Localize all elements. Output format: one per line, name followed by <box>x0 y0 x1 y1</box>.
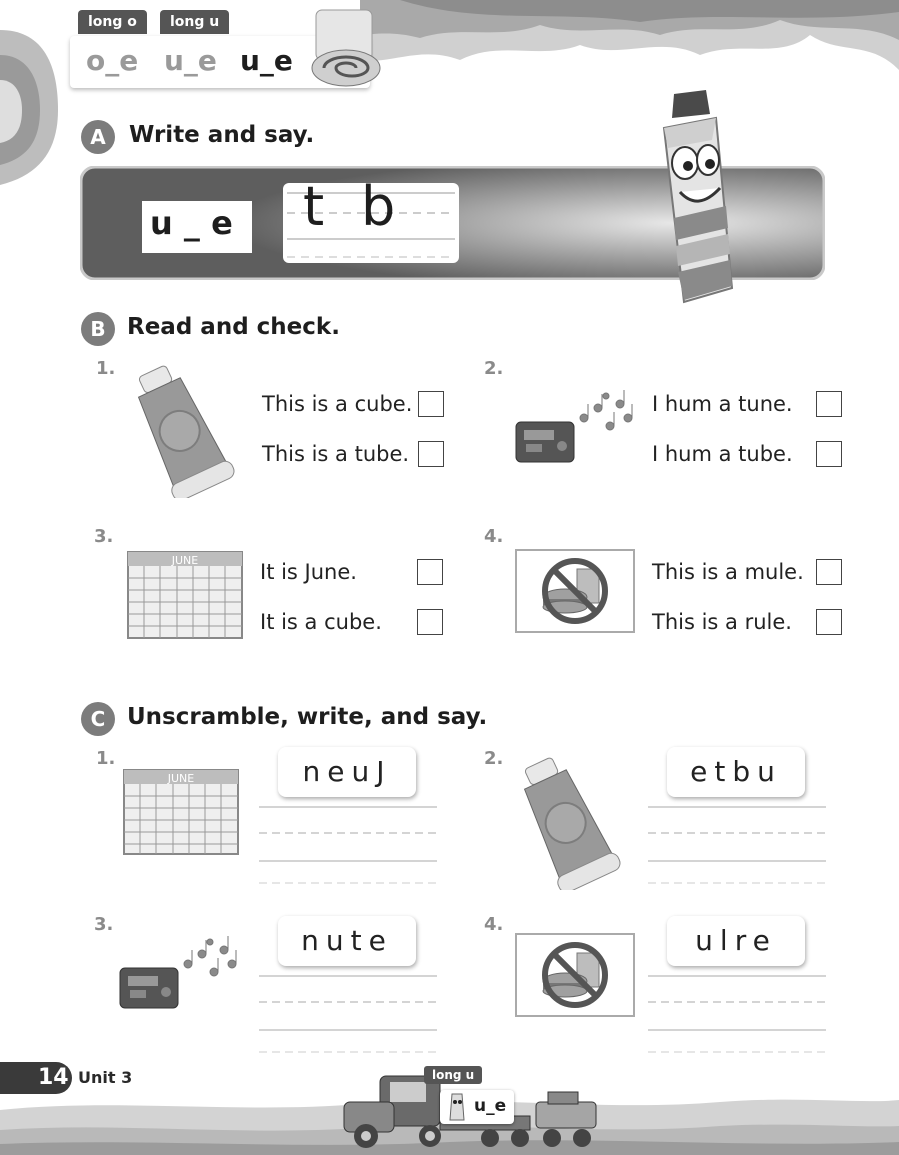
c-item-4-writing-lines[interactable] <box>648 974 826 1054</box>
tube-icon <box>126 358 246 498</box>
no-food-sign-icon <box>515 933 635 1017</box>
trace-writing-box[interactable] <box>283 175 459 263</box>
c-item-3-writing-lines[interactable] <box>259 974 437 1054</box>
truck-sign-text: u_e <box>474 1096 507 1116</box>
scroll-roll-icon <box>308 4 384 94</box>
b-item-4-sentence-1: This is a mule. <box>652 560 804 584</box>
b-item-1-sentence-2: This is a tube. <box>262 442 410 466</box>
crayon-mascot-icon <box>630 88 740 318</box>
radio-music-icon <box>116 930 246 1016</box>
rainbow-corner-decoration <box>0 0 70 190</box>
c-item-4-scrambled-word: ulre <box>667 916 805 966</box>
page-number-tab <box>0 1062 72 1094</box>
b-item-3-sentence-1: It is June. <box>260 560 357 584</box>
b-item-4-checkbox-2[interactable] <box>816 609 842 635</box>
banner-pattern-u-e-light: u_e <box>164 44 217 77</box>
truck-sign <box>440 1090 514 1124</box>
b-item-3-sentence-2: It is a cube. <box>260 610 382 634</box>
banner-pattern-u-e: u_e <box>240 44 293 77</box>
tab-long-o: long o <box>78 10 147 34</box>
unit-label: Unit 3 <box>78 1068 133 1087</box>
b-item-2-checkbox-1[interactable] <box>816 391 842 417</box>
calendar-month-label: JUNE <box>171 554 199 567</box>
c-item-1-writing-lines[interactable] <box>259 805 437 885</box>
section-c-title: Unscramble, write, and say. <box>127 704 488 730</box>
b-item-1-checkbox-1[interactable] <box>418 391 444 417</box>
b-item-2-sentence-2: I hum a tube. <box>652 442 793 466</box>
mini-crayon-icon <box>446 1092 468 1122</box>
c-item-2-writing-lines[interactable] <box>648 805 826 885</box>
b-item-1-sentence-1: This is a cube. <box>262 392 413 416</box>
section-b-title: Read and check. <box>127 314 340 340</box>
b-item-4-sentence-2: This is a rule. <box>652 610 792 634</box>
phonics-pattern-card <box>142 201 252 253</box>
phonics-pattern-text: u _ e <box>150 204 233 242</box>
b-item-3-checkbox-2[interactable] <box>417 609 443 635</box>
no-food-sign-icon <box>515 549 635 633</box>
truck-tag: long u <box>424 1066 482 1084</box>
b-item-3-number: 3. <box>94 526 114 547</box>
calendar-icon <box>122 768 240 856</box>
radio-music-icon <box>512 384 642 470</box>
c-item-1-scrambled-word: neuJ <box>278 747 416 797</box>
section-a-badge: A <box>81 120 115 154</box>
b-item-2-sentence-1: I hum a tune. <box>652 392 793 416</box>
c-item-2-number: 2. <box>484 748 504 769</box>
page-number: 14 <box>38 1065 69 1090</box>
c-item-1-number: 1. <box>96 748 116 769</box>
trace-letter-t: t <box>303 175 325 238</box>
c-item-4-number: 4. <box>484 914 504 935</box>
calendar-month-label: JUNE <box>167 772 195 785</box>
c-item-2-scrambled-word: etbu <box>667 747 805 797</box>
tab-long-u: long u <box>160 10 229 34</box>
section-a-title: Write and say. <box>129 122 315 148</box>
c-item-3-scrambled-word: nute <box>278 916 416 966</box>
banner-pattern-o-e: o_e <box>86 44 139 77</box>
c-item-3-number: 3. <box>94 914 114 935</box>
b-item-1-checkbox-2[interactable] <box>418 441 444 467</box>
trace-letter-b: b <box>361 175 396 238</box>
b-item-3-checkbox-1[interactable] <box>417 559 443 585</box>
section-b-badge: B <box>81 312 115 346</box>
b-item-1-number: 1. <box>96 358 116 379</box>
tube-icon <box>512 750 632 890</box>
b-item-2-checkbox-2[interactable] <box>816 441 842 467</box>
b-item-4-number: 4. <box>484 526 504 547</box>
b-item-4-checkbox-1[interactable] <box>816 559 842 585</box>
section-c-badge: C <box>81 702 115 736</box>
calendar-icon <box>126 550 244 640</box>
b-item-2-number: 2. <box>484 358 504 379</box>
